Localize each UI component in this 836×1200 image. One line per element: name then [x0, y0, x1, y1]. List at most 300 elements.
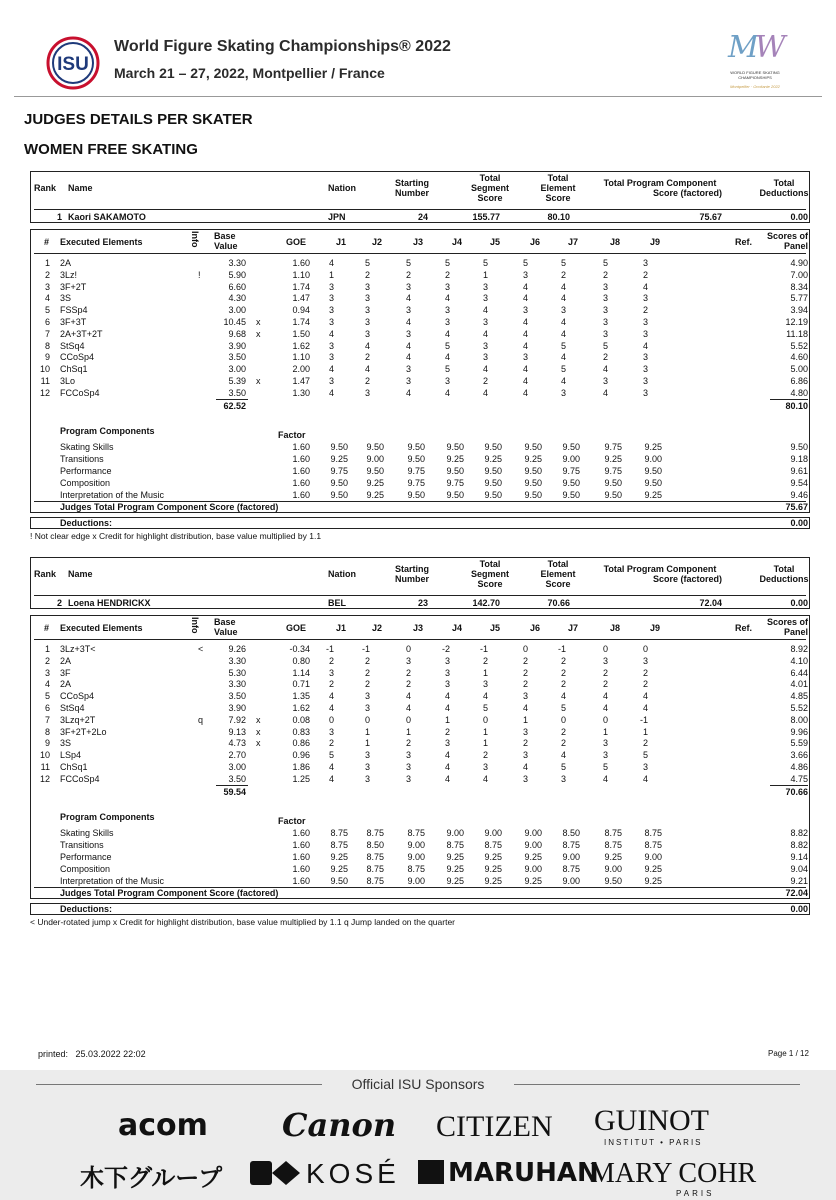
element-row	[30, 364, 810, 376]
col-header-judge-3: J3	[412, 623, 423, 633]
element-goe: 1.14	[292, 668, 310, 678]
col-header-segment: Segment	[470, 569, 509, 579]
component-judge-7: 9.50	[562, 478, 580, 488]
element-judge-8: 5	[602, 258, 608, 268]
element-number: 8	[44, 341, 50, 351]
component-name: Skating Skills	[60, 828, 114, 838]
sponsor-maruhan-logo: MARUHAN	[418, 1158, 599, 1188]
element-panel-score: 7.00	[790, 270, 808, 280]
element-judge-9: 0	[642, 644, 648, 654]
element-judge-1: 3	[328, 305, 334, 315]
element-judge-8: 3	[602, 738, 608, 748]
program-components-heading: Program Components	[60, 812, 155, 822]
skater-starting-number: 24	[417, 212, 428, 222]
element-number: 11	[40, 762, 50, 772]
event-dates-location: March 21 – 27, 2022, Montpellier / France	[114, 65, 385, 81]
component-judge-8: 9.50	[604, 478, 622, 488]
element-panel-score: 6.44	[790, 668, 808, 678]
component-judge-7: 9.00	[562, 454, 580, 464]
element-judge-9: 5	[642, 750, 648, 760]
component-judge-3: 8.75	[407, 864, 425, 874]
printed-timestamp	[38, 1049, 146, 1059]
element-judge-9: 2	[642, 668, 648, 678]
element-number: 8	[44, 727, 50, 737]
element-goe: 1.50	[292, 329, 310, 339]
element-code: 3F+2T	[60, 282, 87, 292]
element-judge-8: 2	[602, 352, 608, 362]
summary-header-rule	[34, 595, 806, 596]
element-judge-4: 2	[444, 270, 450, 280]
base-value-total: 62.52	[223, 401, 246, 411]
element-goe: -0.34	[289, 644, 310, 654]
element-score-total: 70.66	[785, 787, 808, 797]
element-judge-7: 4	[560, 317, 566, 327]
element-judge-3: 3	[405, 364, 411, 374]
component-judge-8: 9.00	[604, 864, 622, 874]
element-judge-5: 1	[482, 270, 488, 280]
component-judge-5: 9.50	[484, 490, 502, 500]
component-panel-score: 9.14	[790, 852, 808, 862]
element-number: 5	[44, 305, 50, 315]
skater-total-segment-score: 155.77	[472, 212, 500, 222]
skater-total-pcs: 75.67	[699, 212, 722, 222]
component-judge-4: 9.50	[446, 466, 464, 476]
skater-total-element-score: 80.10	[547, 212, 570, 222]
element-judge-8: 3	[602, 305, 608, 315]
skater-rank: 2	[56, 598, 62, 608]
col-header-element: Element	[540, 183, 576, 193]
judges-total-pcs-value: 75.67	[785, 502, 808, 512]
element-code: LSp4	[60, 750, 82, 760]
element-judge-9: 2	[642, 738, 648, 748]
element-base-value: 4.73	[228, 738, 246, 748]
element-panel-score: 6.86	[790, 376, 808, 386]
col-header-deductions: Deductions	[759, 574, 809, 584]
component-judge-5: 9.50	[484, 478, 502, 488]
skater-name: Loena HENDRICKX	[68, 598, 151, 608]
component-judge-4: 9.50	[446, 442, 464, 452]
col-header-judge-4: J4	[451, 623, 462, 633]
element-base-value: 2.70	[228, 750, 246, 760]
element-judge-8: 3	[602, 282, 608, 292]
col-header-tpc: Total Program Component	[603, 564, 717, 574]
component-judge-3: 9.50	[407, 442, 425, 452]
col-header-rank: Rank	[34, 569, 57, 579]
element-judge-8: 5	[602, 341, 608, 351]
element-judge-4: 5	[444, 258, 450, 268]
skater-name: Kaori SAKAMOTO	[68, 212, 146, 222]
sponsor-marycohr-logo: MARY COHR	[590, 1158, 757, 1189]
component-judge-2: 8.50	[366, 840, 384, 850]
element-number: 11	[40, 376, 50, 386]
component-judge-9: 9.50	[644, 478, 662, 488]
element-judge-4: 1	[444, 715, 450, 725]
element-judge-2: 3	[364, 317, 370, 327]
component-judge-3: 9.75	[407, 466, 425, 476]
element-judge-4: 3	[444, 668, 450, 678]
element-row	[30, 703, 810, 715]
element-goe: 0.71	[292, 679, 310, 689]
element-code: 3Lo	[60, 376, 76, 386]
element-judge-4: 3	[444, 317, 450, 327]
element-judge-5: 1	[482, 738, 488, 748]
element-judge-9: 4	[642, 774, 648, 784]
element-judge-3: 0	[405, 715, 411, 725]
element-judge-2: 3	[364, 762, 370, 772]
element-judge-6: 4	[522, 388, 528, 398]
element-judge-8: 3	[602, 750, 608, 760]
element-judge-8: 0	[602, 715, 608, 725]
element-judge-2: 3	[364, 293, 370, 303]
element-judge-8: 2	[602, 270, 608, 280]
element-judge-3: 5	[405, 258, 411, 268]
element-judge-9: 3	[642, 258, 648, 268]
element-code: 2A	[60, 258, 72, 268]
col-header-base: Base	[214, 231, 236, 241]
component-judge-7: 9.00	[562, 852, 580, 862]
element-judge-9: 4	[642, 703, 648, 713]
element-judge-1: 2	[328, 679, 334, 689]
sponsor-guinot-logo: GUINOT	[594, 1104, 709, 1137]
element-code: ChSq1	[60, 762, 88, 772]
component-judge-4: 8.75	[446, 840, 464, 850]
element-panel-score: 3.94	[790, 305, 808, 315]
event-logo-text: WORLD FIGURE SKATING CHAMPIONSHIPS	[730, 70, 780, 80]
element-panel-score: 9.96	[790, 727, 808, 737]
element-goe: 1.10	[292, 270, 310, 280]
element-goe: 1.10	[292, 352, 310, 362]
col-header-number: Number	[394, 574, 429, 584]
element-number: 12	[39, 774, 50, 784]
element-judge-8: 4	[602, 691, 608, 701]
component-factor: 1.60	[292, 466, 310, 476]
element-judge-7: 5	[560, 341, 566, 351]
element-score-total: 80.10	[785, 401, 808, 411]
element-row	[30, 738, 810, 750]
element-judge-7: 5	[560, 364, 566, 374]
component-judge-1: 9.50	[330, 442, 348, 452]
element-judge-4: 5	[444, 364, 450, 374]
element-judge-6: 3	[522, 774, 528, 784]
element-code: 2A	[60, 679, 72, 689]
element-judge-7: 3	[560, 774, 566, 784]
component-panel-score: 9.61	[790, 466, 808, 476]
col-header-factor: Factor	[278, 816, 306, 826]
element-info: q	[198, 715, 204, 725]
component-judge-6: 9.25	[524, 454, 542, 464]
element-base-value: 3.00	[228, 762, 246, 772]
component-judge-4: 9.25	[446, 876, 464, 886]
element-base-value: 6.60	[228, 282, 246, 292]
element-judge-1: 3	[328, 293, 334, 303]
col-header-total-2: Total	[547, 559, 569, 569]
element-judge-2: 3	[364, 703, 370, 713]
element-panel-score: 4.80	[790, 388, 808, 398]
element-judge-3: 3	[405, 774, 411, 784]
element-judge-7: 4	[560, 691, 566, 701]
component-judge-6: 9.25	[524, 852, 542, 862]
element-row	[30, 691, 810, 703]
col-header-judge-2: J2	[371, 237, 382, 247]
element-judge-9: 1	[642, 727, 648, 737]
element-judge-9: 4	[642, 282, 648, 292]
component-row	[30, 454, 810, 466]
component-judge-2: 9.25	[366, 490, 384, 500]
component-judge-2: 8.75	[366, 852, 384, 862]
element-base-value: 3.00	[228, 364, 246, 374]
element-judge-3: 3	[405, 376, 411, 386]
element-judge-9: 3	[642, 293, 648, 303]
col-header-judge-8: J8	[609, 237, 620, 247]
component-judge-7: 9.50	[562, 490, 580, 500]
element-judge-6: 4	[522, 293, 528, 303]
element-judge-2: 3	[364, 305, 370, 315]
col-header-executed-elements: Executed Elements	[60, 623, 143, 633]
element-judge-7: 5	[560, 762, 566, 772]
element-code: 3Lzq+2T	[60, 715, 96, 725]
deductions-label: Deductions:	[60, 518, 113, 528]
element-panel-score: 4.10	[790, 656, 808, 666]
element-judge-6: 2	[522, 738, 528, 748]
component-judge-5: 8.75	[484, 840, 502, 850]
element-judge-4: 4	[444, 774, 450, 784]
element-judge-1: 4	[328, 329, 334, 339]
col-header-judge-9: J9	[649, 623, 660, 633]
element-judge-4: 2	[444, 727, 450, 737]
col-header-base: Base	[214, 617, 236, 627]
element-judge-3: 2	[405, 270, 411, 280]
element-row	[30, 352, 810, 364]
col-header-scores-of: Scores of	[766, 231, 808, 241]
isu-logo-text: ISU	[57, 54, 89, 75]
col-header-name: Name	[68, 569, 93, 579]
element-panel-score: 12.19	[785, 317, 808, 327]
element-bonus-flag: x	[256, 329, 261, 339]
element-judge-6: 5	[522, 258, 528, 268]
element-judge-5: 0	[482, 715, 488, 725]
element-judge-8: 3	[602, 656, 608, 666]
element-judge-5: 2	[482, 750, 488, 760]
element-judge-5: 3	[482, 341, 488, 351]
sponsor-guinot-sub: INSTITUT • PARIS	[604, 1138, 703, 1147]
element-judge-6: 4	[522, 762, 528, 772]
sponsors-band	[0, 1070, 836, 1200]
element-judge-2: 2	[364, 679, 370, 689]
element-number: 6	[44, 703, 50, 713]
element-code: 3Lz!	[60, 270, 78, 280]
deductions-box	[30, 903, 810, 915]
col-header-total-3: Total	[773, 178, 795, 188]
element-judge-3: 0	[405, 644, 411, 654]
element-goe: 0.80	[292, 656, 310, 666]
component-judge-5: 9.50	[484, 466, 502, 476]
component-judge-7: 8.75	[562, 864, 580, 874]
element-judge-4: 4	[444, 388, 450, 398]
element-base-value: 3.50	[228, 774, 246, 784]
element-judge-1: 4	[328, 774, 334, 784]
element-panel-score: 4.75	[790, 774, 808, 784]
sponsor-marycohr-sub: PARIS	[676, 1189, 715, 1198]
element-base-value: 9.68	[228, 329, 246, 339]
element-row	[30, 293, 810, 305]
component-judge-8: 8.75	[604, 840, 622, 850]
element-judge-3: 3	[405, 305, 411, 315]
element-judge-2: 2	[364, 668, 370, 678]
component-row	[30, 828, 810, 840]
col-header-nation: Nation	[328, 569, 356, 579]
document-title: JUDGES DETAILS PER SKATER	[24, 111, 253, 128]
element-judge-6: 3	[522, 305, 528, 315]
col-header-tpc-factored: Score (factored)	[652, 188, 722, 198]
component-judge-7: 9.00	[562, 876, 580, 886]
element-judge-7: 3	[560, 305, 566, 315]
base-value-total: 59.54	[223, 787, 246, 797]
element-number: 9	[44, 352, 50, 362]
component-name: Interpretation of the Music	[60, 876, 165, 886]
element-base-value: 3.30	[228, 258, 246, 268]
element-bonus-flag: x	[256, 727, 261, 737]
element-judge-9: 2	[642, 679, 648, 689]
element-judge-8: 2	[602, 679, 608, 689]
element-judge-7: 2	[560, 727, 566, 737]
element-code: 3F+2T+2Lo	[60, 727, 107, 737]
element-judge-1: 3	[328, 727, 334, 737]
skater-nation: JPN	[328, 212, 346, 222]
element-judge-1: 0	[328, 715, 334, 725]
element-goe: 1.47	[292, 376, 310, 386]
element-judge-5: 4	[482, 329, 488, 339]
element-total-rule	[770, 399, 808, 400]
component-row	[30, 840, 810, 852]
col-header-judge-7: J7	[567, 237, 578, 247]
component-judge-9: 9.25	[644, 442, 662, 452]
element-judge-8: 0	[602, 644, 608, 654]
col-header-ref: Ref.	[735, 237, 753, 247]
judges-total-pcs-label: Judges Total Program Component Score (factored)	[60, 888, 279, 898]
element-judge-9: 3	[642, 329, 648, 339]
element-number: 7	[44, 329, 50, 339]
sponsors-title: Official ISU Sponsors	[351, 1076, 485, 1092]
element-judge-6: 4	[522, 282, 528, 292]
element-judge-5: 1	[482, 727, 488, 737]
isu-logo	[46, 36, 100, 90]
element-judge-2: 3	[364, 750, 370, 760]
element-judge-5: 4	[482, 305, 488, 315]
component-judge-4: 9.00	[446, 828, 464, 838]
element-judge-7: 4	[560, 352, 566, 362]
element-number: 4	[44, 293, 50, 303]
element-code: CCoSp4	[60, 352, 95, 362]
element-judge-1: 3	[328, 376, 334, 386]
col-header-deductions: Deductions	[759, 188, 809, 198]
col-header-tpc-factored: Score (factored)	[652, 574, 722, 584]
skater-total-pcs: 72.04	[699, 598, 722, 608]
element-judge-5: 5	[482, 703, 488, 713]
element-code: StSq4	[60, 703, 85, 713]
page-number: Page 1 / 12	[768, 1049, 809, 1058]
col-header-goe: GOE	[286, 237, 307, 247]
element-judge-6: 3	[522, 270, 528, 280]
element-row	[30, 317, 810, 329]
component-row	[30, 864, 810, 876]
element-code: 3F	[60, 668, 71, 678]
skater-total-deductions: 0.00	[790, 598, 808, 608]
deductions-value: 0.00	[790, 904, 808, 914]
element-judge-9: 3	[642, 352, 648, 362]
component-name: Interpretation of the Music	[60, 490, 165, 500]
element-goe: 1.30	[292, 388, 310, 398]
element-row	[30, 258, 810, 270]
col-header-judge-6: J6	[529, 623, 540, 633]
element-judge-1: 4	[328, 762, 334, 772]
element-judge-7: 4	[560, 282, 566, 292]
element-judge-9: 3	[642, 656, 648, 666]
element-judge-8: 4	[602, 703, 608, 713]
element-judge-7: 0	[560, 715, 566, 725]
component-judge-4: 9.25	[446, 454, 464, 464]
sponsor-canon-logo: Canon	[282, 1106, 397, 1144]
element-judge-7: 4	[560, 750, 566, 760]
element-judge-1: 4	[328, 388, 334, 398]
element-judge-5: 4	[482, 388, 488, 398]
col-header-judge-7: J7	[567, 623, 578, 633]
component-judge-6: 9.50	[524, 478, 542, 488]
element-judge-7: 4	[560, 329, 566, 339]
col-header-segment-score: Score	[477, 579, 503, 589]
component-factor: 1.60	[292, 840, 310, 850]
component-name: Transitions	[60, 840, 104, 850]
page-header	[0, 0, 836, 100]
component-name: Transitions	[60, 454, 104, 464]
element-number: 3	[44, 668, 50, 678]
element-judge-1: -1	[325, 644, 334, 654]
element-number: 2	[44, 656, 50, 666]
element-judge-1: 1	[328, 270, 334, 280]
col-header-starting: Starting	[394, 564, 429, 574]
element-number: 2	[44, 270, 50, 280]
program-components-heading: Program Components	[60, 426, 155, 436]
element-judge-8: 5	[602, 762, 608, 772]
element-number: 1	[44, 644, 50, 654]
element-code: ChSq1	[60, 364, 88, 374]
element-judge-2: 0	[364, 715, 370, 725]
component-name: Composition	[60, 864, 111, 874]
component-judge-9: 9.50	[644, 466, 662, 476]
skater-rank: 1	[56, 212, 62, 222]
element-judge-5: 3	[482, 293, 488, 303]
col-header-total-3: Total	[773, 564, 795, 574]
element-number: 9	[44, 738, 50, 748]
col-header-scores-of: Scores of	[766, 617, 808, 627]
component-judge-3: 8.75	[407, 828, 425, 838]
component-judge-3: 9.75	[407, 478, 425, 488]
element-number: 6	[44, 317, 50, 327]
element-judge-2: 3	[364, 774, 370, 784]
component-judge-2: 8.75	[366, 864, 384, 874]
col-header-judge-4: J4	[451, 237, 462, 247]
component-panel-score: 9.50	[790, 442, 808, 452]
col-header-judge-1: J1	[335, 237, 346, 247]
component-factor: 1.60	[292, 454, 310, 464]
element-judge-6: 4	[522, 376, 528, 386]
element-panel-score: 4.60	[790, 352, 808, 362]
element-code: FCCoSp4	[60, 388, 100, 398]
element-base-value: 3.30	[228, 656, 246, 666]
component-judge-4: 9.50	[446, 490, 464, 500]
component-judge-8: 9.75	[604, 466, 622, 476]
skater-total-deductions: 0.00	[790, 212, 808, 222]
component-judge-7: 9.50	[562, 442, 580, 452]
